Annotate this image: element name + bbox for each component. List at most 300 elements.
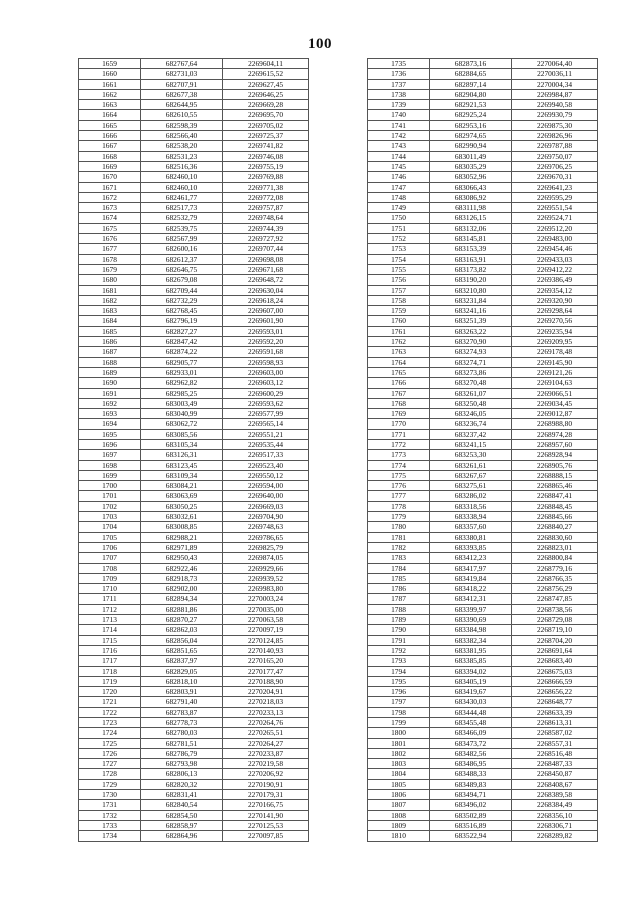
table-row [368, 501, 598, 511]
point-number-cell: 1665 [79, 120, 141, 130]
x-coordinate-cell: 682531,23 [141, 151, 223, 161]
y-coordinate-cell: 2269648,72 [223, 275, 309, 285]
point-number-cell: 1779 [368, 512, 430, 522]
y-coordinate-cell: 2269695,70 [223, 110, 309, 120]
point-number-cell: 1667 [79, 141, 141, 151]
table-row [368, 264, 598, 274]
y-coordinate-cell: 2270140,93 [223, 645, 309, 655]
y-coordinate-cell: 2269595,29 [512, 192, 598, 202]
table-row [368, 491, 598, 501]
x-coordinate-cell: 682600,16 [141, 244, 223, 254]
table-row [368, 79, 598, 89]
table-row [79, 223, 309, 233]
point-number-cell: 1799 [368, 718, 430, 728]
x-coordinate-cell: 683123,45 [141, 460, 223, 470]
y-coordinate-cell: 2268633,39 [512, 707, 598, 717]
y-coordinate-cell: 2268719,10 [512, 625, 598, 635]
point-number-cell: 1723 [79, 718, 141, 728]
point-number-cell: 1742 [368, 131, 430, 141]
x-coordinate-cell: 683173,82 [430, 264, 512, 274]
x-coordinate-cell: 683380,81 [430, 532, 512, 542]
table-row [368, 625, 598, 635]
point-number-cell: 1684 [79, 316, 141, 326]
table-row [368, 563, 598, 573]
x-coordinate-cell: 682904,80 [430, 89, 512, 99]
table-row [79, 419, 309, 429]
y-coordinate-cell: 2270124,85 [223, 635, 309, 645]
x-coordinate-cell: 683111,98 [430, 203, 512, 213]
point-number-cell: 1739 [368, 100, 430, 110]
point-number-cell: 1678 [79, 254, 141, 264]
y-coordinate-cell: 2269607,00 [223, 306, 309, 316]
x-coordinate-cell: 682783,87 [141, 707, 223, 717]
point-number-cell: 1772 [368, 439, 430, 449]
x-coordinate-cell: 683393,85 [430, 542, 512, 552]
table-row [368, 378, 598, 388]
table-row [79, 542, 309, 552]
table-row [79, 635, 309, 645]
table-row [79, 553, 309, 563]
table-row [368, 357, 598, 367]
point-number-cell: 1676 [79, 234, 141, 244]
x-coordinate-cell: 683105,34 [141, 439, 223, 449]
y-coordinate-cell: 2268613,31 [512, 718, 598, 728]
point-number-cell: 1769 [368, 409, 430, 419]
y-coordinate-cell: 2269983,80 [223, 584, 309, 594]
y-coordinate-cell: 2268888,15 [512, 470, 598, 480]
y-coordinate-cell: 2268516,48 [512, 748, 598, 758]
table-row [79, 234, 309, 244]
y-coordinate-cell: 2269939,52 [223, 573, 309, 583]
y-coordinate-cell: 2270233,13 [223, 707, 309, 717]
point-number-cell: 1669 [79, 161, 141, 171]
table-row [368, 131, 598, 141]
y-coordinate-cell: 2269755,19 [223, 161, 309, 171]
x-coordinate-cell: 683418,22 [430, 584, 512, 594]
x-coordinate-cell: 682598,39 [141, 120, 223, 130]
x-coordinate-cell: 682925,24 [430, 110, 512, 120]
table-row [368, 820, 598, 830]
x-coordinate-cell: 682922,46 [141, 563, 223, 573]
y-coordinate-cell: 2268756,29 [512, 584, 598, 594]
table-row [368, 697, 598, 707]
point-number-cell: 1725 [79, 738, 141, 748]
table-row [79, 439, 309, 449]
y-coordinate-cell: 2269412,22 [512, 264, 598, 274]
point-number-cell: 1746 [368, 172, 430, 182]
table-row [79, 244, 309, 254]
table-row [79, 697, 309, 707]
table-row [79, 59, 309, 69]
table-row [79, 532, 309, 542]
y-coordinate-cell: 2268666,59 [512, 676, 598, 686]
x-coordinate-cell: 683488,33 [430, 769, 512, 779]
y-coordinate-cell: 2270264,76 [223, 718, 309, 728]
y-coordinate-cell: 2269772,08 [223, 192, 309, 202]
table-row [368, 161, 598, 171]
point-number-cell: 1661 [79, 79, 141, 89]
y-coordinate-cell: 2270165,20 [223, 656, 309, 666]
point-number-cell: 1738 [368, 89, 430, 99]
point-number-cell: 1729 [79, 779, 141, 789]
point-number-cell: 1714 [79, 625, 141, 635]
x-coordinate-cell: 682646,75 [141, 264, 223, 274]
y-coordinate-cell: 2270003,24 [223, 594, 309, 604]
y-coordinate-cell: 2269524,71 [512, 213, 598, 223]
y-coordinate-cell: 2269433,03 [512, 254, 598, 264]
y-coordinate-cell: 2269320,90 [512, 295, 598, 305]
x-coordinate-cell: 683066,43 [430, 182, 512, 192]
y-coordinate-cell: 2268840,27 [512, 522, 598, 532]
point-number-cell: 1718 [79, 666, 141, 676]
table-row [79, 460, 309, 470]
x-coordinate-cell: 682837,97 [141, 656, 223, 666]
x-coordinate-cell: 683109,34 [141, 470, 223, 480]
table-row [368, 182, 598, 192]
y-coordinate-cell: 2270141,90 [223, 810, 309, 820]
x-coordinate-cell: 683405,19 [430, 676, 512, 686]
y-coordinate-cell: 2269603,00 [223, 367, 309, 377]
x-coordinate-cell: 683273,86 [430, 367, 512, 377]
x-coordinate-cell: 683274,71 [430, 357, 512, 367]
x-coordinate-cell: 682709,44 [141, 285, 223, 295]
point-number-cell: 1734 [79, 831, 141, 841]
table-row [79, 172, 309, 182]
x-coordinate-cell: 683261,07 [430, 388, 512, 398]
table-row [368, 635, 598, 645]
table-row [368, 584, 598, 594]
x-coordinate-cell: 682538,20 [141, 141, 223, 151]
table-row [368, 594, 598, 604]
table-row [79, 100, 309, 110]
y-coordinate-cell: 2270233,87 [223, 748, 309, 758]
x-coordinate-cell: 683412,23 [430, 553, 512, 563]
point-number-cell: 1762 [368, 337, 430, 347]
table-row [368, 553, 598, 563]
point-number-cell: 1698 [79, 460, 141, 470]
x-coordinate-cell: 683502,89 [430, 810, 512, 820]
x-coordinate-cell: 682831,41 [141, 790, 223, 800]
point-number-cell: 1672 [79, 192, 141, 202]
x-coordinate-cell: 683246,05 [430, 409, 512, 419]
point-number-cell: 1805 [368, 779, 430, 789]
table-row [368, 347, 598, 357]
point-number-cell: 1670 [79, 172, 141, 182]
x-coordinate-cell: 683394,02 [430, 666, 512, 676]
x-coordinate-cell: 682781,51 [141, 738, 223, 748]
x-coordinate-cell: 683153,39 [430, 244, 512, 254]
y-coordinate-cell: 2270219,58 [223, 759, 309, 769]
x-coordinate-cell: 682460,10 [141, 172, 223, 182]
y-coordinate-cell: 2268487,33 [512, 759, 598, 769]
point-number-cell: 1692 [79, 398, 141, 408]
table-row [368, 192, 598, 202]
table-row [79, 120, 309, 130]
x-coordinate-cell: 682881,86 [141, 604, 223, 614]
y-coordinate-cell: 2269744,39 [223, 223, 309, 233]
x-coordinate-cell: 683338,94 [430, 512, 512, 522]
x-coordinate-cell: 682818,10 [141, 676, 223, 686]
table-row [79, 820, 309, 830]
table-row [79, 687, 309, 697]
table-row [79, 718, 309, 728]
table-row [79, 831, 309, 841]
point-number-cell: 1663 [79, 100, 141, 110]
x-coordinate-cell: 683241,15 [430, 439, 512, 449]
y-coordinate-cell: 2268988,80 [512, 419, 598, 429]
point-number-cell: 1659 [79, 59, 141, 69]
x-coordinate-cell: 683270,90 [430, 337, 512, 347]
x-coordinate-cell: 682827,27 [141, 326, 223, 336]
x-coordinate-cell: 683084,21 [141, 481, 223, 491]
table-row [79, 275, 309, 285]
point-number-cell: 1668 [79, 151, 141, 161]
point-number-cell: 1751 [368, 223, 430, 233]
point-number-cell: 1754 [368, 254, 430, 264]
x-coordinate-cell: 682768,45 [141, 306, 223, 316]
table-row [79, 295, 309, 305]
table-row [368, 800, 598, 810]
y-coordinate-cell: 2270097,85 [223, 831, 309, 841]
table-row [368, 532, 598, 542]
table-row [79, 357, 309, 367]
table-row [79, 254, 309, 264]
y-coordinate-cell: 2269066,51 [512, 388, 598, 398]
x-coordinate-cell: 682990,94 [430, 141, 512, 151]
point-number-cell: 1710 [79, 584, 141, 594]
point-number-cell: 1778 [368, 501, 430, 511]
table-row [79, 779, 309, 789]
y-coordinate-cell: 2269646,25 [223, 89, 309, 99]
table-row [368, 337, 598, 347]
x-coordinate-cell: 682707,91 [141, 79, 223, 89]
x-coordinate-cell: 682840,54 [141, 800, 223, 810]
y-coordinate-cell: 2268957,60 [512, 439, 598, 449]
table-row [368, 223, 598, 233]
point-number-cell: 1809 [368, 820, 430, 830]
point-number-cell: 1750 [368, 213, 430, 223]
x-coordinate-cell: 683237,42 [430, 429, 512, 439]
x-coordinate-cell: 683231,84 [430, 295, 512, 305]
y-coordinate-cell: 2268847,41 [512, 491, 598, 501]
x-coordinate-cell: 682539,75 [141, 223, 223, 233]
x-coordinate-cell: 683085,56 [141, 429, 223, 439]
y-coordinate-cell: 2269178,48 [512, 347, 598, 357]
y-coordinate-cell: 2270188,90 [223, 676, 309, 686]
table-row [368, 831, 598, 841]
table-row [79, 625, 309, 635]
table-row [79, 738, 309, 748]
x-coordinate-cell: 683522,94 [430, 831, 512, 841]
y-coordinate-cell: 2269826,96 [512, 131, 598, 141]
x-coordinate-cell: 683274,93 [430, 347, 512, 357]
point-number-cell: 1768 [368, 398, 430, 408]
y-coordinate-cell: 2269875,30 [512, 120, 598, 130]
point-number-cell: 1674 [79, 213, 141, 223]
point-number-cell: 1728 [79, 769, 141, 779]
table-row [368, 779, 598, 789]
point-number-cell: 1796 [368, 687, 430, 697]
point-number-cell: 1755 [368, 264, 430, 274]
point-number-cell: 1717 [79, 656, 141, 666]
point-number-cell: 1761 [368, 326, 430, 336]
y-coordinate-cell: 2268408,67 [512, 779, 598, 789]
table-row [79, 337, 309, 347]
y-coordinate-cell: 2270097,19 [223, 625, 309, 635]
point-number-cell: 1704 [79, 522, 141, 532]
y-coordinate-cell: 2269601,90 [223, 316, 309, 326]
point-number-cell: 1759 [368, 306, 430, 316]
point-number-cell: 1693 [79, 409, 141, 419]
y-coordinate-cell: 2268830,60 [512, 532, 598, 542]
x-coordinate-cell: 683412,31 [430, 594, 512, 604]
table-row [368, 89, 598, 99]
point-number-cell: 1765 [368, 367, 430, 377]
point-number-cell: 1689 [79, 367, 141, 377]
x-coordinate-cell: 683384,98 [430, 625, 512, 635]
table-row [368, 604, 598, 614]
y-coordinate-cell: 2269386,49 [512, 275, 598, 285]
point-number-cell: 1687 [79, 347, 141, 357]
y-coordinate-cell: 2269550,12 [223, 470, 309, 480]
table-row [79, 790, 309, 800]
point-number-cell: 1745 [368, 161, 430, 171]
point-number-cell: 1795 [368, 676, 430, 686]
x-coordinate-cell: 682567,99 [141, 234, 223, 244]
y-coordinate-cell: 2268648,77 [512, 697, 598, 707]
x-coordinate-cell: 683250,48 [430, 398, 512, 408]
point-number-cell: 1700 [79, 481, 141, 491]
y-coordinate-cell: 2268974,28 [512, 429, 598, 439]
table-row [79, 131, 309, 141]
y-coordinate-cell: 2269787,88 [512, 141, 598, 151]
table-row [79, 110, 309, 120]
x-coordinate-cell: 682864,96 [141, 831, 223, 841]
x-coordinate-cell: 682796,19 [141, 316, 223, 326]
x-coordinate-cell: 682566,40 [141, 131, 223, 141]
table-row [79, 429, 309, 439]
y-coordinate-cell: 2269209,95 [512, 337, 598, 347]
table-row [368, 285, 598, 295]
y-coordinate-cell: 2270206,92 [223, 769, 309, 779]
y-coordinate-cell: 2268675,03 [512, 666, 598, 676]
x-coordinate-cell: 682791,40 [141, 697, 223, 707]
y-coordinate-cell: 2270064,40 [512, 59, 598, 69]
y-coordinate-cell: 2268747,85 [512, 594, 598, 604]
table-row [368, 172, 598, 182]
table-row [368, 439, 598, 449]
point-number-cell: 1715 [79, 635, 141, 645]
x-coordinate-cell: 682905,77 [141, 357, 223, 367]
point-number-cell: 1719 [79, 676, 141, 686]
y-coordinate-cell: 2270264,27 [223, 738, 309, 748]
table-row [368, 326, 598, 336]
x-coordinate-cell: 682971,89 [141, 542, 223, 552]
point-number-cell: 1773 [368, 450, 430, 460]
y-coordinate-cell: 2269454,46 [512, 244, 598, 254]
point-number-cell: 1747 [368, 182, 430, 192]
point-number-cell: 1794 [368, 666, 430, 676]
table-row [368, 470, 598, 480]
y-coordinate-cell: 2269270,56 [512, 316, 598, 326]
table-row [368, 707, 598, 717]
point-number-cell: 1730 [79, 790, 141, 800]
point-number-cell: 1707 [79, 553, 141, 563]
table-row [79, 748, 309, 758]
x-coordinate-cell: 683236,74 [430, 419, 512, 429]
point-number-cell: 1800 [368, 728, 430, 738]
y-coordinate-cell: 2269757,87 [223, 203, 309, 213]
x-coordinate-cell: 683267,67 [430, 470, 512, 480]
table-row [79, 728, 309, 738]
point-number-cell: 1753 [368, 244, 430, 254]
y-coordinate-cell: 2269874,05 [223, 553, 309, 563]
x-coordinate-cell: 683163,91 [430, 254, 512, 264]
x-coordinate-cell: 683261,61 [430, 460, 512, 470]
point-number-cell: 1763 [368, 347, 430, 357]
table-row [79, 615, 309, 625]
y-coordinate-cell: 2269630,04 [223, 285, 309, 295]
y-coordinate-cell: 2269748,63 [223, 522, 309, 532]
point-number-cell: 1760 [368, 316, 430, 326]
y-coordinate-cell: 2268766,35 [512, 573, 598, 583]
y-coordinate-cell: 2268389,58 [512, 790, 598, 800]
point-number-cell: 1720 [79, 687, 141, 697]
point-number-cell: 1784 [368, 563, 430, 573]
point-number-cell: 1708 [79, 563, 141, 573]
table-row [79, 512, 309, 522]
table-row [368, 295, 598, 305]
table-row [368, 615, 598, 625]
table-row [79, 192, 309, 202]
point-number-cell: 1671 [79, 182, 141, 192]
y-coordinate-cell: 2270004,34 [512, 79, 598, 89]
table-row [79, 481, 309, 491]
point-number-cell: 1767 [368, 388, 430, 398]
x-coordinate-cell: 683496,02 [430, 800, 512, 810]
x-coordinate-cell: 683466,09 [430, 728, 512, 738]
table-row [368, 676, 598, 686]
table-row [368, 275, 598, 285]
x-coordinate-cell: 682897,14 [430, 79, 512, 89]
y-coordinate-cell: 2269725,37 [223, 131, 309, 141]
x-coordinate-cell: 682778,73 [141, 718, 223, 728]
x-coordinate-cell: 683035,29 [430, 161, 512, 171]
x-coordinate-cell: 683494,71 [430, 790, 512, 800]
point-number-cell: 1731 [79, 800, 141, 810]
x-coordinate-cell: 682780,03 [141, 728, 223, 738]
point-number-cell: 1735 [368, 59, 430, 69]
x-coordinate-cell: 683050,25 [141, 501, 223, 511]
y-coordinate-cell: 2269012,87 [512, 409, 598, 419]
x-coordinate-cell: 682847,42 [141, 337, 223, 347]
point-number-cell: 1786 [368, 584, 430, 594]
table-row [368, 728, 598, 738]
x-coordinate-cell: 682677,38 [141, 89, 223, 99]
table-row [368, 522, 598, 532]
y-coordinate-cell: 2269746,08 [223, 151, 309, 161]
x-coordinate-cell: 682856,04 [141, 635, 223, 645]
table-row [79, 316, 309, 326]
table-row [368, 738, 598, 748]
table-row [79, 604, 309, 614]
x-coordinate-cell: 682874,22 [141, 347, 223, 357]
point-number-cell: 1696 [79, 439, 141, 449]
y-coordinate-cell: 2268729,08 [512, 615, 598, 625]
point-number-cell: 1777 [368, 491, 430, 501]
x-coordinate-cell: 682610,55 [141, 110, 223, 120]
y-coordinate-cell: 2268845,66 [512, 512, 598, 522]
